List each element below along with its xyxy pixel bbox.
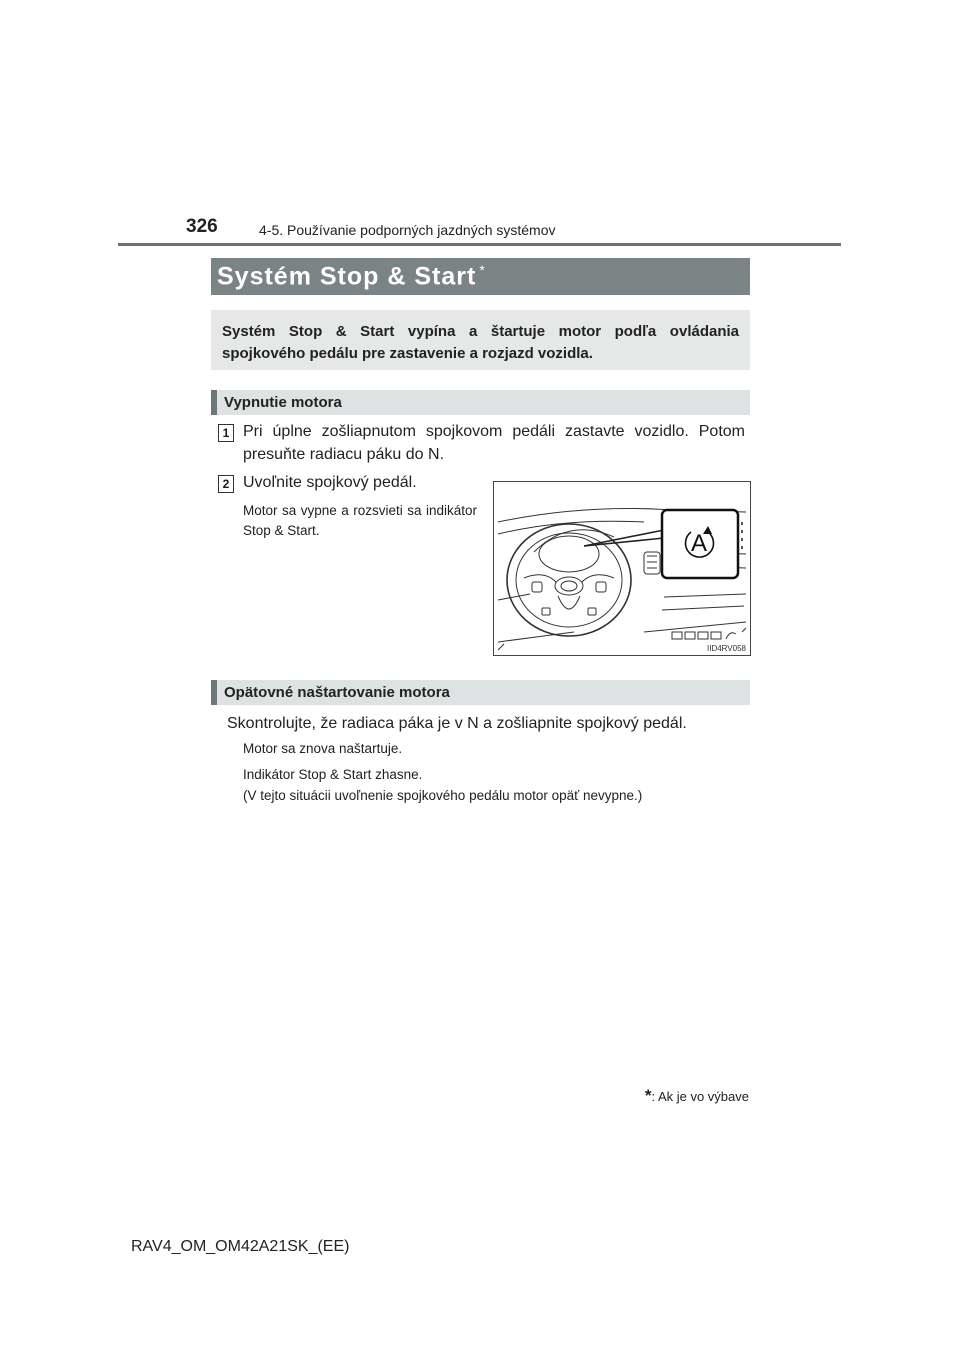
document-code: RAV4_OM_OM42A21SK_(EE) [131, 1238, 350, 1255]
page-number: 326 [186, 216, 218, 237]
dashboard-illustration [493, 481, 751, 656]
footnote [645, 1086, 749, 1106]
callout-letter: A [690, 530, 708, 557]
header-rule [118, 243, 841, 246]
restart-note-2: Indikátor Stop & Start zhasne. [243, 767, 423, 782]
step-2-text: Uvoľnite spojkový pedál. [243, 474, 417, 491]
step-2-note: Motor sa vypne a rozsvieti sa indikátor Stop & Start. [243, 503, 477, 538]
restart-note-3: (V tejto situácii uvoľnenie spojkového pedálu motor opäť nevypne.) [243, 788, 643, 803]
heading-marker [211, 390, 217, 415]
section-title-bar [211, 258, 750, 295]
figure-code: IID4RV058 [707, 644, 746, 653]
asterisk-icon: * [479, 262, 486, 278]
chapter-title: 4-5. Používanie podporných jazdných systémov [259, 222, 556, 238]
step-1-text: Pri úplne zošliapnutom spojkovom pedáli zastavte vozidlo. Potom presuňte radiacu páku do N. [243, 423, 745, 463]
dashboard-drawing [494, 482, 750, 655]
heading-stop-engine-text: Vypnutie motora [224, 394, 342, 411]
heading-restart-engine-text: Opätovné naštartovanie motora [224, 684, 450, 701]
heading-stop-engine [211, 390, 750, 415]
step-number-1: 1 [218, 424, 234, 442]
intro-text: Systém Stop & Start vypína a štartuje motor podľa ovládania spojkového pedálu pre zastavenie a rozjazd vozidla. [222, 323, 739, 362]
footnote-text: : Ak je vo výbave [651, 1089, 749, 1104]
heading-marker [211, 680, 217, 705]
intro-box [211, 310, 750, 370]
section-title [217, 262, 486, 291]
heading-restart-engine [211, 680, 750, 705]
restart-instruction: Skontrolujte, že radiaca páka je v N a zošliapnite spojkový pedál. [227, 715, 687, 732]
section-title-text: Systém Stop & Start [217, 262, 477, 291]
restart-note-1: Motor sa znova naštartuje. [243, 741, 403, 756]
asterisk-icon: * [644, 1086, 652, 1105]
step-number-2: 2 [218, 475, 234, 493]
